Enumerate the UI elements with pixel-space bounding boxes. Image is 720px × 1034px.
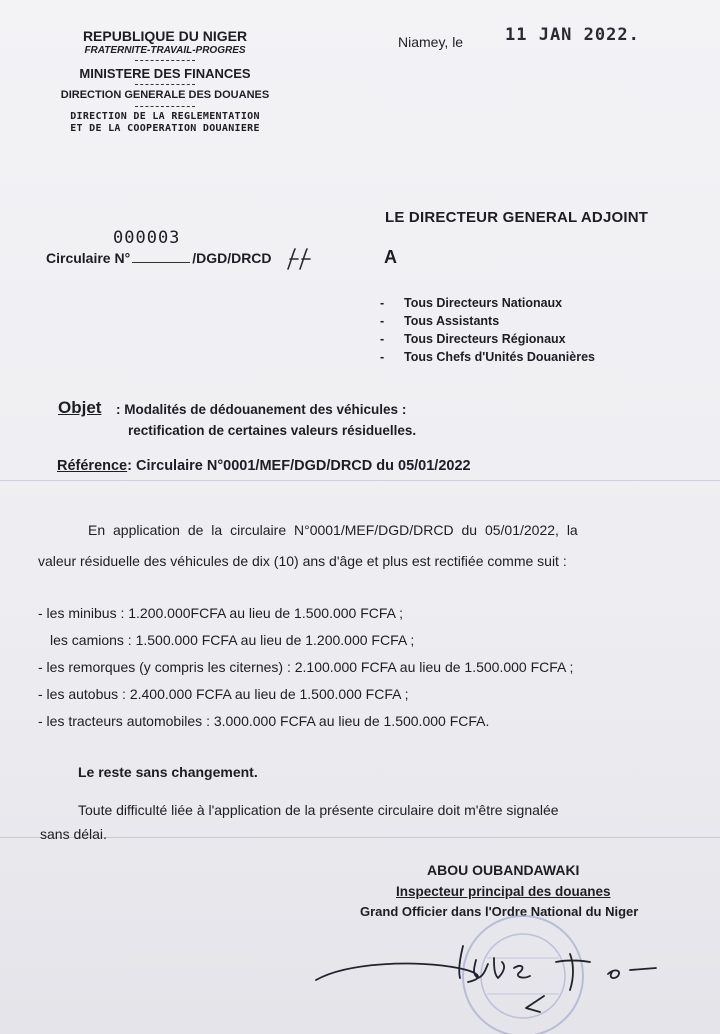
signatory-name: ABOU OUBANDAWAKI	[427, 862, 580, 878]
list-item: - Tous Directeurs Nationaux	[380, 296, 563, 310]
to-label: A	[384, 247, 397, 267]
division-line-2: ET DE LA COOPERATION DOUANIERE	[70, 122, 260, 134]
handwritten-signature	[308, 938, 668, 1018]
object-label: Objet	[58, 398, 102, 417]
circular-number: 000003	[113, 228, 181, 248]
list-item: - Tous Assistants	[380, 314, 500, 328]
letterhead	[40, 28, 290, 135]
republic-title: REPUBLIQUE DU NIGER	[82, 28, 248, 44]
number-blank	[132, 262, 190, 263]
value-list	[38, 605, 573, 740]
divider	[135, 60, 195, 62]
divider	[135, 106, 195, 108]
handwritten-initials	[284, 247, 316, 273]
division-line-1: DIRECTION DE LA REGLEMENTATION	[70, 110, 260, 122]
circular-suffix: /DGD/DRCD	[192, 250, 272, 266]
rest-unchanged: Le reste sans changement.	[78, 764, 258, 780]
object-line-1: : Modalités de dédouanement des véhicules :	[116, 402, 407, 417]
paper-fold	[0, 480, 720, 481]
paper-fold	[0, 837, 720, 838]
object-line-2: rectification de certaines valeurs résiduelles.	[128, 423, 417, 438]
divider	[135, 84, 195, 86]
list-item: les camions : 1.500.000 FCFA au lieu de 1.200.000 FCFA ;	[50, 632, 415, 648]
recipient-list	[380, 296, 595, 368]
list-item: - les autobus : 2.400.000 FCFA au lieu de 1.500.000 FCFA ;	[38, 686, 409, 702]
signatory-distinction: Grand Officier dans l'Ordre National du Niger	[360, 904, 639, 919]
place-label: Niamey, le	[398, 34, 464, 50]
list-item: - les remorques (y compris les citernes) : 2.100.000 FCFA au lieu de 1.500.000 FCFA ;	[38, 659, 574, 675]
sender-title: LE DIRECTEUR GENERAL ADJOINT	[385, 209, 649, 226]
signatory-title: Inspecteur principal des douanes	[396, 884, 611, 899]
list-item: - les minibus : 1.200.000FCFA au lieu de 1.500.000 FCFA ;	[38, 605, 403, 621]
reference-line	[57, 458, 471, 474]
closing-line-2: sans délai.	[40, 826, 107, 842]
list-item: - les tracteurs automobiles : 3.000.000 FCFA au lieu de 1.500.000 FCFA.	[38, 713, 490, 729]
national-motto: FRATERNITE-TRAVAIL-PROGRES	[84, 44, 246, 56]
intro-line-2: valeur résiduelle des véhicules de dix (10) ans d'âge et plus est rectifiée comme suit :	[38, 553, 567, 569]
closing-line-1: Toute difficulté liée à l'application de la présente circulaire doit m'être signalée	[78, 802, 559, 818]
directorate-name: DIRECTION GENERALE DES DOUANES	[60, 89, 270, 102]
intro-line-1: En application de la circulaire N°0001/MEF/DGD/DRCD du 05/01/2022, la	[88, 522, 578, 538]
list-item: - Tous Directeurs Régionaux	[380, 332, 566, 346]
list-item: - Tous Chefs d'Unités Douanières	[380, 350, 595, 364]
date-stamp: 11 JAN 2022.	[505, 25, 640, 45]
ministry-name: MINISTERE DES FINANCES	[79, 65, 251, 81]
reference-text: : Circulaire N°0001/MEF/DGD/DRCD du 05/01/2022	[127, 458, 471, 474]
reference-label: Référence	[57, 458, 128, 474]
circular-prefix: Circulaire N°	[46, 250, 131, 266]
circular-reference	[46, 250, 272, 266]
